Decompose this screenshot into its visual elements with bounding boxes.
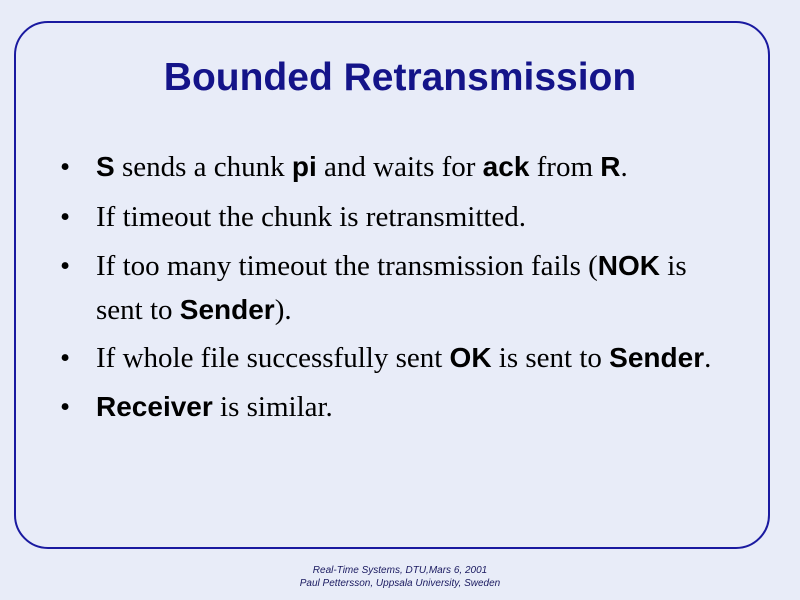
footer-course-line: Real-Time Systems, DTU,Mars 6, 2001: [312, 565, 488, 576]
bullet-dot-icon: •: [60, 151, 71, 183]
bullet-text: is sent to: [96, 250, 687, 326]
term-pi: pi: [291, 151, 317, 182]
bullet-text: ).: [274, 294, 292, 326]
bullet-text: If too many timeout the transmission fails (: [96, 250, 598, 282]
bullet-item-sender-sends: [60, 144, 740, 190]
bullet-text: .: [704, 342, 712, 374]
bullet-text: If timeout the chunk is retransmitted.: [96, 201, 527, 233]
term-ack: ack: [482, 151, 530, 182]
term-sender: Sender: [179, 294, 275, 325]
bullet-item-receiver: [60, 384, 740, 430]
bullet-dot-icon: •: [60, 391, 71, 423]
term-ok: OK: [449, 342, 492, 373]
slide-title: Bounded Retransmission: [163, 56, 637, 99]
bullet-text: .: [620, 151, 628, 183]
bullet-text: sends a chunk: [114, 151, 292, 183]
term-s: S: [96, 151, 115, 182]
bullet-list: [60, 144, 740, 430]
term-sender: Sender: [609, 342, 705, 373]
slide-footer: [0, 564, 800, 590]
bullet-item-too-many-timeouts: [60, 244, 740, 332]
term-nok: NOK: [597, 250, 661, 281]
bullet-text: from: [529, 151, 601, 183]
bullet-text: If whole file successfully sent: [96, 342, 450, 374]
bullet-dot-icon: •: [60, 201, 71, 233]
term-receiver: Receiver: [96, 391, 213, 422]
bullet-text: is similar.: [212, 391, 333, 423]
bullet-dot-icon: •: [60, 342, 71, 374]
bullet-item-timeout: [60, 194, 740, 240]
bullet-item-file-sent: [60, 336, 740, 380]
bullet-dot-icon: •: [60, 250, 71, 282]
footer-author-line: Paul Pettersson, Uppsala University, Sweden: [299, 578, 501, 589]
bullet-text: and waits for: [316, 151, 483, 183]
term-r: R: [600, 151, 621, 182]
bullet-text: is sent to: [491, 342, 610, 374]
